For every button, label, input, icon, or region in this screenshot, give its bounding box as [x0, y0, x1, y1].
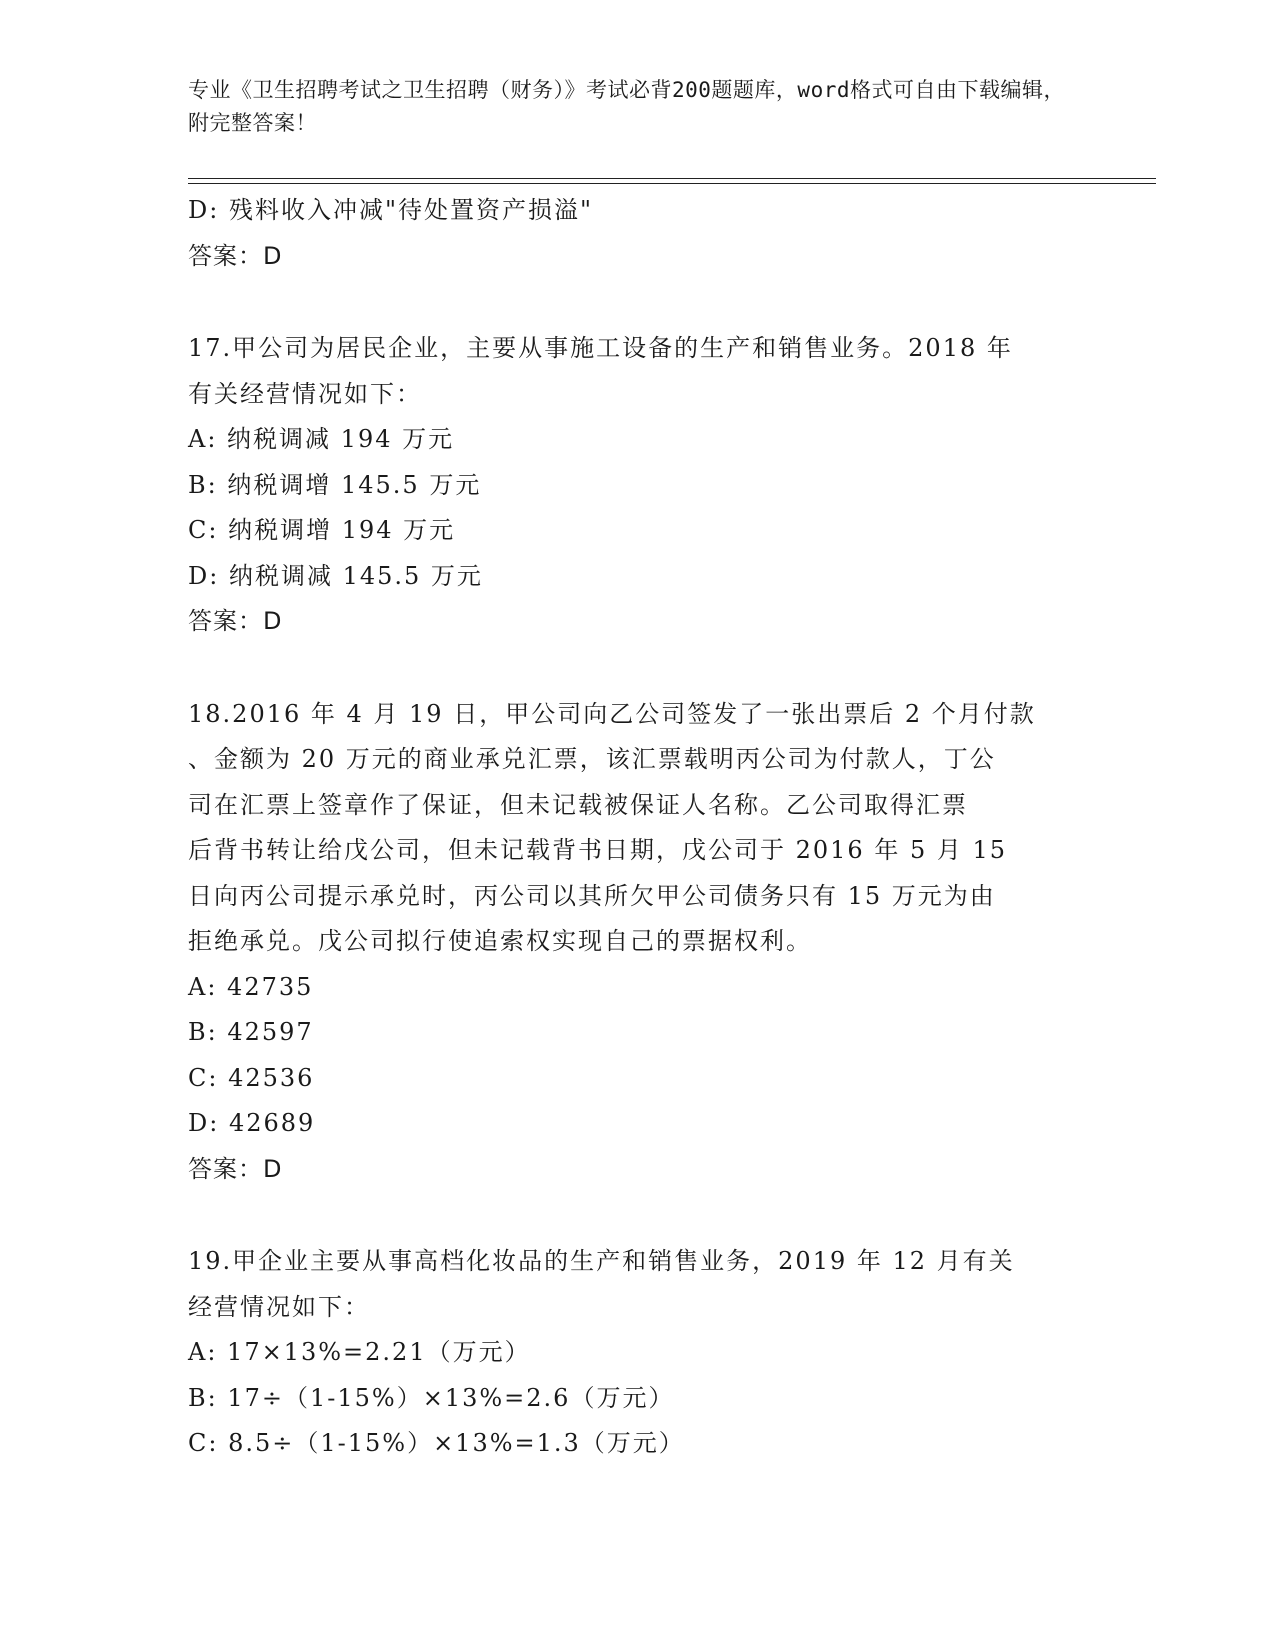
question-stem-line: 19.甲企业主要从事高档化妆品的生产和销售业务，2019 年 12 月有关 [188, 1247, 1015, 1275]
option-b: B: 42597 [188, 1018, 314, 1046]
question-16-tail [188, 188, 1088, 279]
answer-line: 答案：D [188, 607, 283, 635]
question-stem-line: 经营情况如下： [188, 1292, 370, 1321]
option-c: C: 纳税调增 194 万元 [188, 516, 456, 544]
spacer [188, 645, 1088, 692]
answer-line: 答案：D [188, 241, 283, 270]
document-header: 专业《卫生招聘考试之卫生招聘（财务）》考试必背200题题库，word格式可自由下载编辑，附完整答案！ [188, 78, 1065, 135]
header-rule-bottom [188, 183, 1156, 184]
option-a: A: 17×13%=2.21（万元） [188, 1338, 531, 1366]
question-19 [188, 1239, 1088, 1467]
question-stem-line: 、金额为 20 万元的商业承兑汇票，该汇票载明丙公司为付款人，丁公 [188, 745, 996, 773]
question-stem-line: 有关经营情况如下： [188, 379, 422, 408]
question-stem-line: 日向丙公司提示承兑时，丙公司以其所欠甲公司债务只有 15 万元为由 [188, 881, 996, 910]
answer-line: 答案：D [188, 1154, 283, 1183]
question-stem-line: 拒绝承兑。戊公司拟行使追索权实现自己的票据权利。 [188, 927, 812, 955]
question-stem-line: 18.2016 年 4 月 19 日，甲公司向乙公司签发了一张出票后 2 个月付款 [188, 699, 1036, 728]
header-rule-top [188, 178, 1156, 179]
question-stem-line: 司在汇票上签章作了保证，但未记载被保证人名称。乙公司取得汇票 [188, 790, 968, 819]
option-c: C: 42536 [188, 1063, 315, 1092]
option-d: D: 纳税调减 145.5 万元 [188, 561, 483, 590]
question-stem-line: 17.甲公司为居民企业，主要从事施工设备的生产和销售业务。2018 年 [188, 334, 1013, 362]
question-stem-line: 后背书转让给戊公司，但未记载背书日期，戊公司于 2016 年 5 月 15 [188, 836, 1008, 864]
question-18 [188, 692, 1088, 1193]
option-a: A: 42735 [188, 972, 314, 1001]
question-17 [188, 326, 1088, 645]
spacer [188, 279, 1088, 326]
option-d: D: 42689 [188, 1109, 316, 1137]
document-body [188, 188, 1088, 1467]
spacer [188, 1192, 1088, 1239]
option-b: B: 纳税调增 145.5 万元 [188, 470, 482, 499]
option-b: B: 17÷（1-15%）×13%=2.6（万元） [188, 1383, 675, 1412]
option-a: A: 纳税调减 194 万元 [188, 425, 455, 453]
option-d: D: 残料收入冲减"待处置资产损溢" [188, 196, 594, 224]
option-c: C: 8.5÷（1-15%）×13%=1.3（万元） [188, 1429, 685, 1457]
